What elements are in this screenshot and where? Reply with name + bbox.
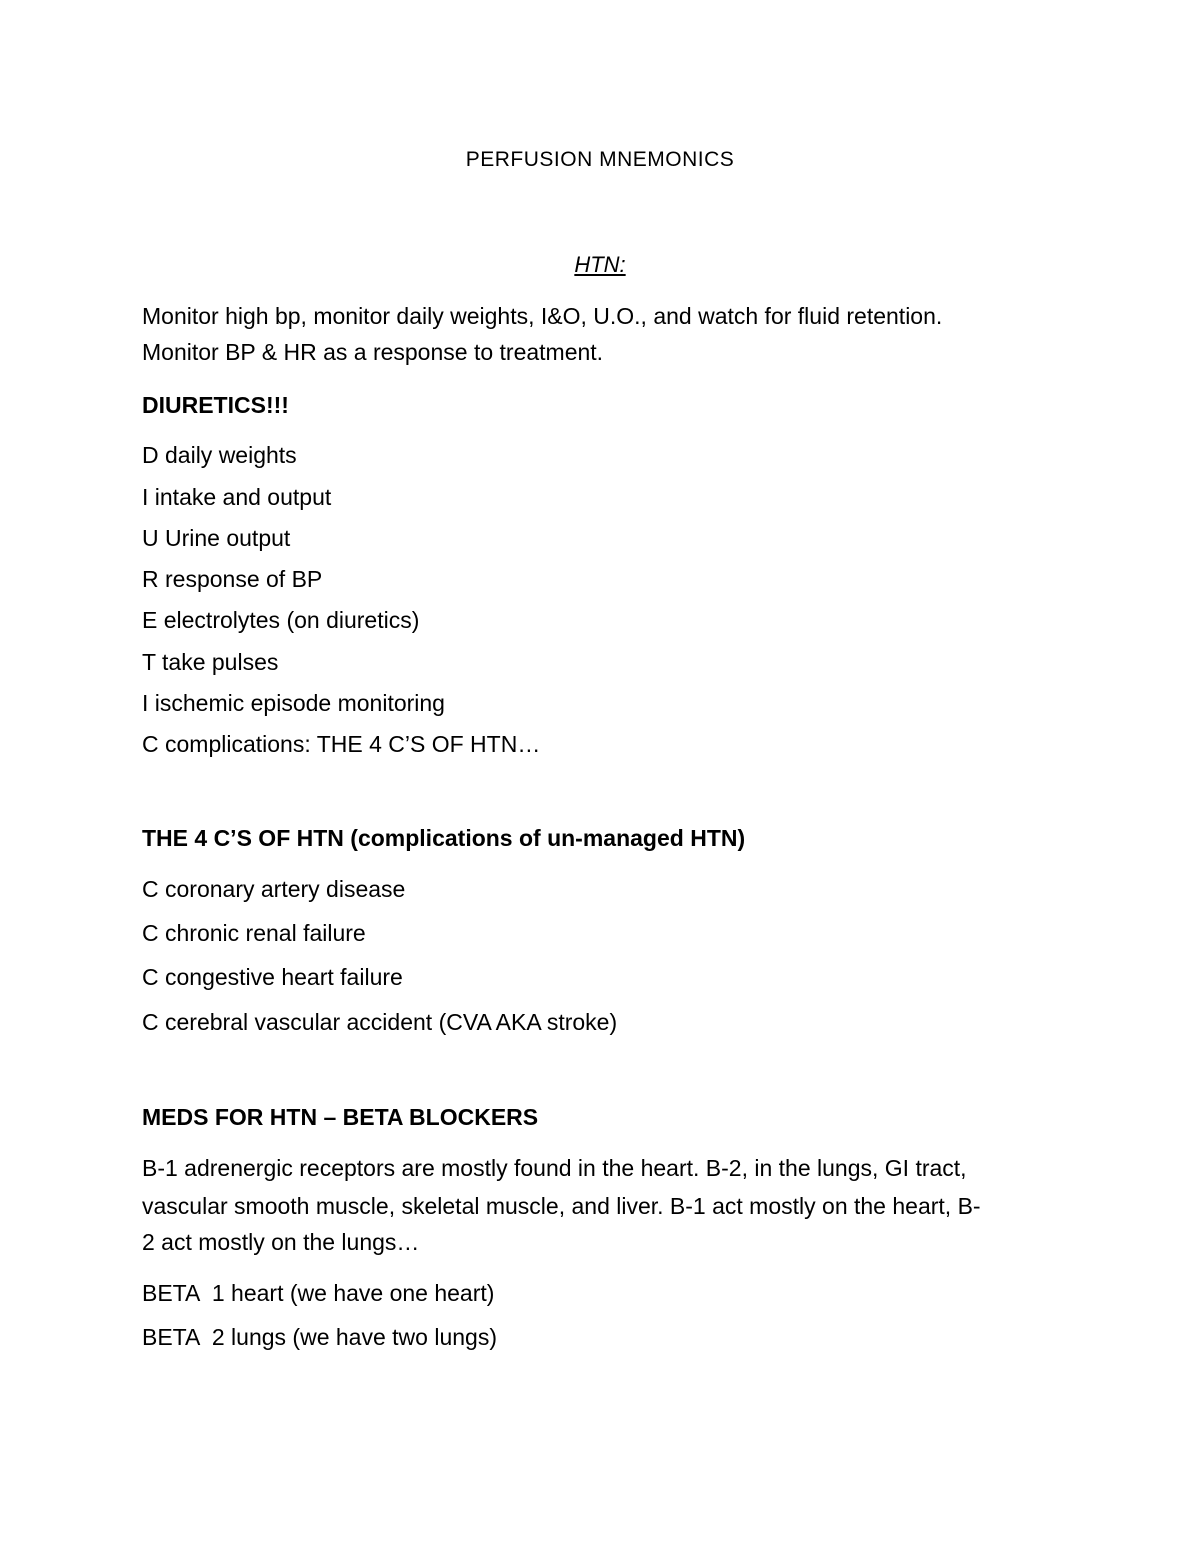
diuretics-item-i-ischemic: I ischemic episode monitoring: [142, 690, 445, 716]
htn-heading: HTN:: [574, 252, 626, 277]
four-cs-item-chf: C congestive heart failure: [142, 964, 403, 990]
beta-2-item: BETA 2 lungs (we have two lungs): [142, 1324, 497, 1350]
beta-blockers-heading: MEDS FOR HTN – BETA BLOCKERS: [142, 1104, 539, 1130]
diuretics-item-e: E electrolytes (on diuretics): [142, 607, 420, 633]
four-cs-item-renal: C chronic renal failure: [142, 920, 366, 946]
four-cs-item-coronary: C coronary artery disease: [142, 876, 406, 902]
diuretics-heading: DIURETICS!!!: [142, 392, 289, 418]
beta-paragraph-line-2: vascular smooth muscle, skeletal muscle, and liver. B-1 act mostly on the heart, B-: [142, 1193, 981, 1219]
four-cs-heading: THE 4 C’S OF HTN (complications of un-managed HTN): [142, 825, 746, 851]
four-cs-item-cva: C cerebral vascular accident (CVA AKA stroke): [142, 1009, 618, 1035]
htn-intro-line-1: Monitor high bp, monitor daily weights, I&O, U.O., and watch for fluid retention.: [142, 303, 943, 329]
diuretics-item-d: D daily weights: [142, 442, 297, 468]
document-title: PERFUSION MNEMONICS: [465, 148, 735, 171]
beta-paragraph-line-3: 2 act mostly on the lungs…: [142, 1229, 420, 1255]
diuretics-item-t: T take pulses: [142, 649, 279, 675]
htn-intro-line-2: Monitor BP & HR as a response to treatment.: [142, 339, 604, 365]
beta-1-item: BETA 1 heart (we have one heart): [142, 1280, 495, 1306]
diuretics-item-c: C complications: THE 4 C’S OF HTN…: [142, 731, 541, 757]
diuretics-item-r: R response of BP: [142, 566, 323, 592]
beta-paragraph-line-1: B-1 adrenergic receptors are mostly found in the heart. B-2, in the lungs, GI tract,: [142, 1155, 967, 1181]
diuretics-item-i-intake: I intake and output: [142, 484, 332, 510]
diuretics-item-u: U Urine output: [142, 525, 291, 551]
htn-heading-wrap: [0, 250, 1200, 279]
